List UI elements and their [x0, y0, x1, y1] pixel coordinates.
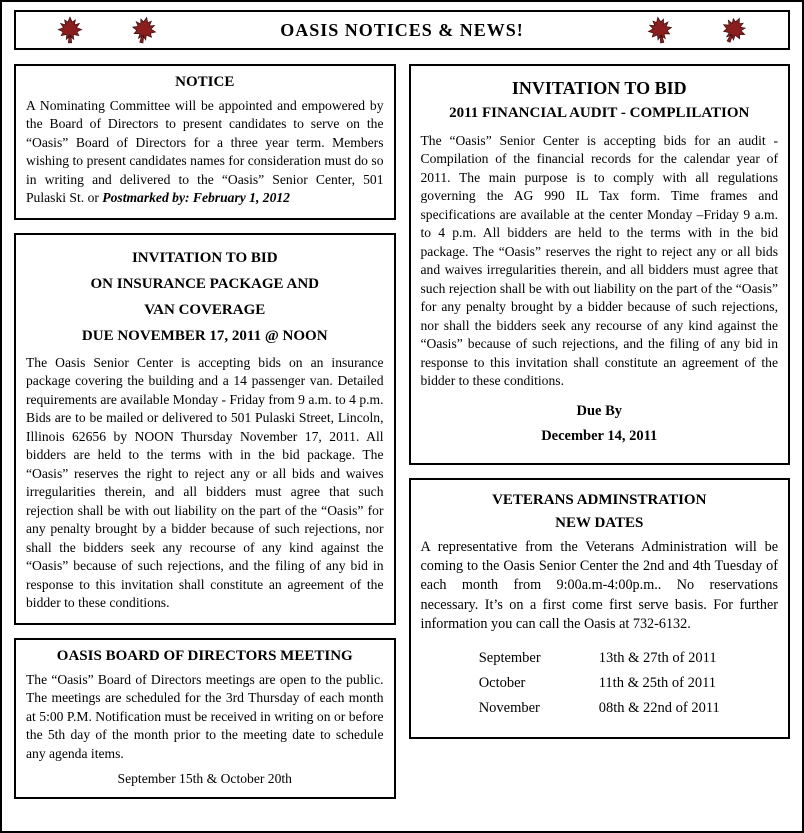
header-banner [14, 10, 790, 50]
veterans-body: A representative from the Veterans Administration will be coming to the Oasis Senior Center the 2nd and 4th Tuesday of each month from 9:00a.m-4:00p.m.. No reservations necessary. It’s on a first come first serve basis. For further information you can call the Oasis at 732-6132. [420, 538, 778, 633]
maple-leaf-icon [56, 16, 84, 44]
invitation-audit-box [409, 64, 791, 465]
invitation-insurance-title-3: VAN COVERAGE [144, 301, 266, 318]
invitation-audit-title-1: INVITATION TO BID [511, 78, 687, 98]
invitation-insurance-titles [26, 250, 384, 345]
veterans-date-month: November [478, 700, 540, 717]
invitation-audit-title-2: 2011 FINANCIAL AUDIT - COMPLILATION [449, 105, 750, 121]
content-columns [14, 64, 790, 799]
page-title: OASIS NOTICES & NEWS! [280, 19, 524, 40]
notice-body [26, 97, 384, 208]
notice-postmark: Postmarked by: February 1, 2012 [102, 190, 290, 206]
header-leaves-left [56, 16, 158, 44]
maple-leaf-icon [715, 11, 752, 48]
maple-leaf-icon [127, 13, 160, 46]
invitation-insurance-box [14, 233, 396, 625]
veterans-date-days: 11th & 25th of 2011 [598, 675, 717, 692]
board-meeting-title: OASIS BOARD OF DIRECTORS MEETING [56, 647, 353, 664]
notice-body-text: A Nominating Committee will be appointed and empowered by the Board of Directors to present candidates to serve on the “Oasis” Board of Directors for a three year term. Members wishing to present candidates names for consideration must do so in writing and delivered to the “Oasis” Senior Center, 501 Pulaski St. or [26, 98, 384, 206]
invitation-insurance-title-4: DUE NOVEMBER 17, 2011 @ NOON [81, 327, 328, 344]
right-column [409, 64, 791, 739]
veterans-title-1: VETERANS ADMINSTRATION [492, 491, 707, 508]
due-by-date: December 14, 2011 [541, 427, 658, 444]
veterans-dates-table [421, 650, 779, 717]
notice-box [14, 64, 396, 220]
veterans-date-month: September [478, 650, 541, 667]
veterans-title-2: NEW DATES [555, 514, 644, 531]
board-meeting-dates: September 15th & October 20th [117, 771, 292, 787]
veterans-box [409, 478, 791, 740]
veterans-date-days: 08th & 22nd of 2011 [598, 700, 720, 717]
invitation-insurance-title-2: ON INSURANCE PACKAGE AND [90, 275, 319, 292]
invitation-insurance-body: The Oasis Senior Center is accepting bids on an insurance package covering the building and a 14 passenger van. Detailed requirements are available Monday - Friday from 9 a.m. to 4 p.m. Bids are to be mailed or delivered to 501 Pulaski Street, Lincoln, Illinois 62656 by NOON Thursday November 17, 2011. All bidders are held to the terms with in the bid package. The “Oasis” reserves the right to reject any or all bids and waives irregularities therein, and all bidders must agree that such rejection shall be with out liability on the part of the “Oasis” for any penalty brought by a bidder because of such rejections, nor shall the bidders seek any recourse of any kind against the “Oasis” because of such rejections, and the filing of any bid in response to this invitation shall constitute an agreement of the bidder to these conditions. [26, 354, 384, 611]
board-meeting-box [14, 638, 396, 799]
header-leaves-right [646, 16, 748, 44]
due-by-label: Due By [576, 402, 623, 419]
invitation-insurance-title-1: INVITATION TO BID [131, 249, 278, 266]
left-column [14, 64, 396, 799]
invitation-audit-body: The “Oasis” Senior Center is accepting bids for an audit - Compilation of the financial records for the calendar year of 2011. The main purpose is to comply with all regulations governing the AG 990 IL Tax form. Time frames and specifications are available at the center Monday –Friday 9 a.m. to 4 p.m. All bidders are held to the terms with in the bid package. The “Oasis” reserves the right to reject any or all bids and waives irregularities therein, and all bidders must agree that such rejection shall be with out liability on the part of the “Oasis” for any penalty brought by a bidder because of such rejections, nor shall the bidders seek any recourse of any kind against the “Oasis” because of such rejections, and the filing of any bid in response to this invitation shall constitute an agreement of the bidder to these conditions. [420, 133, 778, 389]
board-meeting-body: The “Oasis” Board of Directors meetings are open to the public. The meetings are scheduled for the 3rd Thursday of each month at 5:00 P.M. Notification must be received in writing on or before the 5th day of the month prior to the meeting date to schedule any agenda items. [26, 671, 384, 761]
veterans-date-month: October [478, 675, 526, 692]
invitation-audit-due [421, 403, 779, 445]
maple-leaf-icon [644, 14, 676, 46]
notice-title: NOTICE [175, 74, 235, 90]
veterans-date-days: 13th & 27th of 2011 [598, 650, 717, 667]
